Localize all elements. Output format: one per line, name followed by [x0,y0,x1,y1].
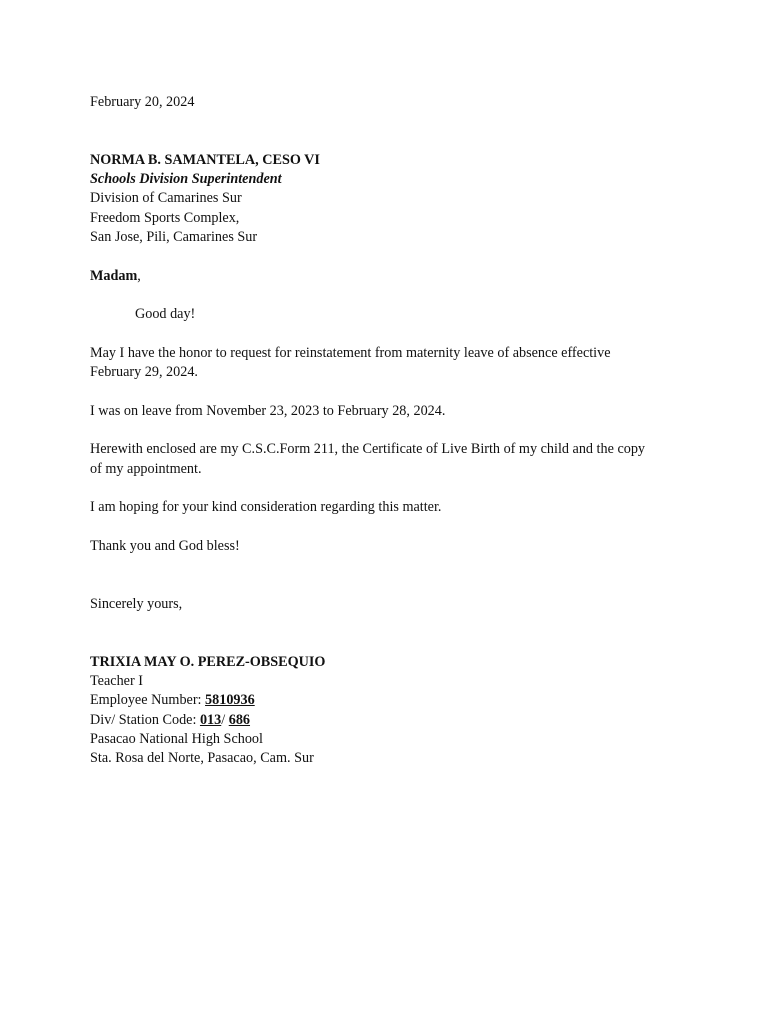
station-code-separator: / [221,711,229,728]
recipient-address-line: San Jose, Pili, Camarines Sur [90,229,258,246]
sender-school-address: Sta. Rosa del Norte, Pasacao, Cam. Sur [90,750,314,767]
recipient-name: NORMA B. SAMANTELA, CESO VI [90,151,320,168]
spacer [90,112,690,151]
recipient-title: Schools Division Superintendent [90,171,282,188]
body-paragraph: May I have the honor to request for reinstatement from maternity leave of absence effective February 29, 2024. [90,344,611,381]
employee-number-value: 5810936 [205,692,255,709]
greeting: Good day! [135,306,196,323]
station-code-label: Div/ Station Code: [90,711,200,728]
station-code-line [90,711,690,730]
closing: Sincerely yours, [90,595,183,612]
spacer [90,325,690,344]
recipient-address-line: Freedom Sports Complex, [90,209,240,226]
division-code-value: 013 [199,711,222,728]
body-paragraph: I was on leave from November 23, 2023 to February 28, 2024. [90,402,446,419]
sender-name: TRIXIA MAY O. PEREZ-OBSEQUIO [90,653,326,670]
salutation-word: Madam [90,267,138,284]
sender-school: Pasacao National High School [90,730,263,747]
salutation [90,267,690,286]
letter-page [90,93,690,768]
spacer [90,382,690,401]
spacer [90,479,690,498]
salutation-punct: , [137,267,141,284]
body-paragraph: I am hoping for your kind consideration regarding this matter. [90,499,442,516]
sender-position: Teacher I [90,672,143,689]
spacer [90,286,690,305]
spacer [90,614,690,653]
recipient-address-line: Division of Camarines Sur [90,190,242,207]
station-code-value: 686 [228,711,251,728]
spacer [90,247,690,266]
letter-date: February 20, 2024 [90,94,195,110]
employee-number-label: Employee Number: [90,692,206,709]
spacer [90,421,690,440]
body-paragraph: Herewith enclosed are my C.S.C.Form 211, the Certificate of Live Birth of my child and the copy of my appointment. [90,441,646,477]
spacer [90,518,690,537]
employee-number-line [90,691,690,710]
spacer [90,556,690,595]
body-paragraph: Thank you and God bless! [90,537,240,554]
